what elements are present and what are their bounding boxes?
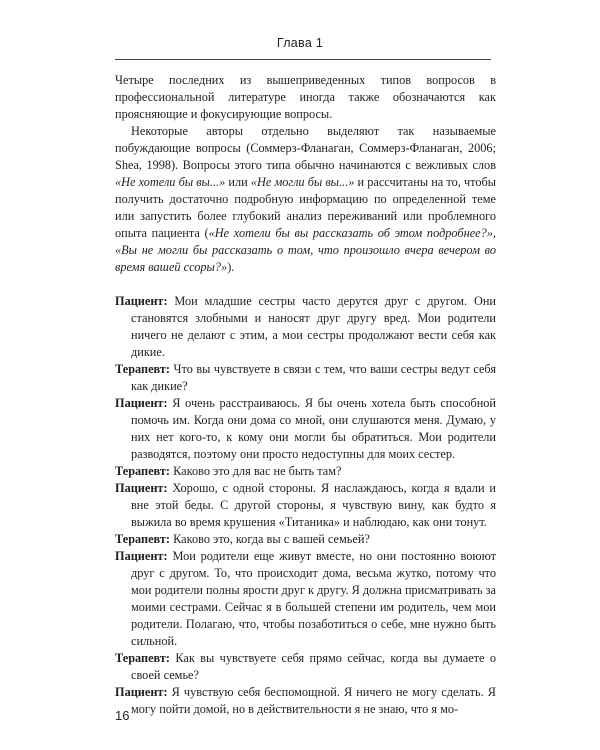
speaker-label: Терапевт: (115, 532, 171, 546)
turn-text: Хорошо, с одной стороны. Я наслаждаюсь, когда я вдали и вне этой беды. С другой стороны, я чувствую вину, как будто я выжила во время крушения «Титаника» и наблюдаю, как они тонут. (131, 481, 496, 529)
turn-text: Я чувствую себя беспомощной. Я ничего не могу сделать. Я могу пойти домой, но в действительности я не знаю, что я мо- (131, 685, 496, 716)
speaker-label: Пациент: (115, 294, 168, 308)
speaker-label: Терапевт: (115, 362, 171, 376)
dialogue-turn (115, 548, 496, 650)
turn-text: Как вы чувствуете себя прямо сейчас, когда вы думаете о своей семье? (131, 651, 496, 682)
page-body (115, 72, 496, 718)
paragraph-2-italic-2: «Не могли бы вы...» (250, 175, 355, 189)
paragraph-2-text-2: или (225, 175, 251, 189)
header-rule (115, 59, 491, 60)
turn-text: Мои младшие сестры часто дерутся друг с другом. Они становятся злобными и наносят друг другу вред. Мои родители ничего не делают с этим, а мои сестры продолжают вести себя как дикие. (131, 294, 496, 359)
dialogue-turn (115, 463, 496, 480)
dialogue-turn (115, 531, 496, 548)
speaker-label: Пациент: (115, 481, 168, 495)
paragraph-2-text-4: ). (227, 260, 235, 274)
dialogue-turn (115, 361, 496, 395)
speaker-label: Пациент: (115, 685, 168, 699)
turn-text: Мои родители еще живут вместе, но они постоянно воюют друг с другом. То, что происходит дома, весьма жутко, потому что мои родители полны ярости друг к другу. Я должна присматривать за моими сестрами. Сейчас я в большей степени им родитель, чем мои родители. Полагаю, что, чтобы позаботиться о себе, мне нужно быть сильной. (131, 549, 496, 648)
turn-text: Каково это для вас не быть там? (173, 464, 342, 478)
speaker-label: Пациент: (115, 549, 168, 563)
dialogue-turn (115, 480, 496, 531)
dialogue-transcript (115, 293, 496, 718)
paragraph-2-italic-1: «Не хотели бы вы...» (115, 175, 226, 189)
dialogue-turn (115, 293, 496, 361)
speaker-label: Терапевт: (115, 651, 171, 665)
running-head: Глава 1 (276, 36, 324, 50)
paragraph-2 (115, 123, 496, 276)
paragraph-2-text-1: Некоторые авторы отдельно выделяют так называемые побуждающие вопросы (Соммерз-Фланаган, Соммерз-Фланаган, 2006; Shea, 1998). Вопросы этого типа обычно начинаются с вежливых слов (115, 124, 496, 172)
dialogue-turn (115, 684, 496, 718)
turn-text: Каково это, когда вы с вашей семьей? (173, 532, 370, 546)
speaker-label: Терапевт: (115, 464, 171, 478)
dialogue-turn (115, 650, 496, 684)
speaker-label: Пациент: (115, 396, 168, 410)
paragraph-1: Четыре последних из вышеприведенных типов вопросов в профессиональной литературе иногда также обозначаются как проясняющие и фокусирующие вопросы. (115, 73, 496, 121)
dialogue-turn (115, 395, 496, 463)
page-number: 16 (115, 708, 130, 723)
paragraph-2-italic-3: «Не хотели бы вы рассказать об этом подробнее?», «Вы не могли бы рассказать о том, что произошло вчера вечером во время вашей ссоры?» (115, 226, 496, 274)
paragraph-2-text-3: и рассчитаны на то, чтобы получить достаточно подробную информацию по определенной теме или запустить более глубокий анализ переживаний или проблемного опыта пациента ( (115, 175, 497, 240)
turn-text: Я очень расстраиваюсь. Я бы очень хотела быть способной помочь им. Когда они дома со мной, они слушаются меня. Думаю, у них нет кого-то, к кому они могли бы обратиться. Мои родители разводятся, поэтому они просто недоступны для моих сестер. (131, 396, 496, 461)
turn-text: Что вы чувствуете в связи с тем, что ваши сестры ведут себя как дикие? (131, 362, 497, 393)
